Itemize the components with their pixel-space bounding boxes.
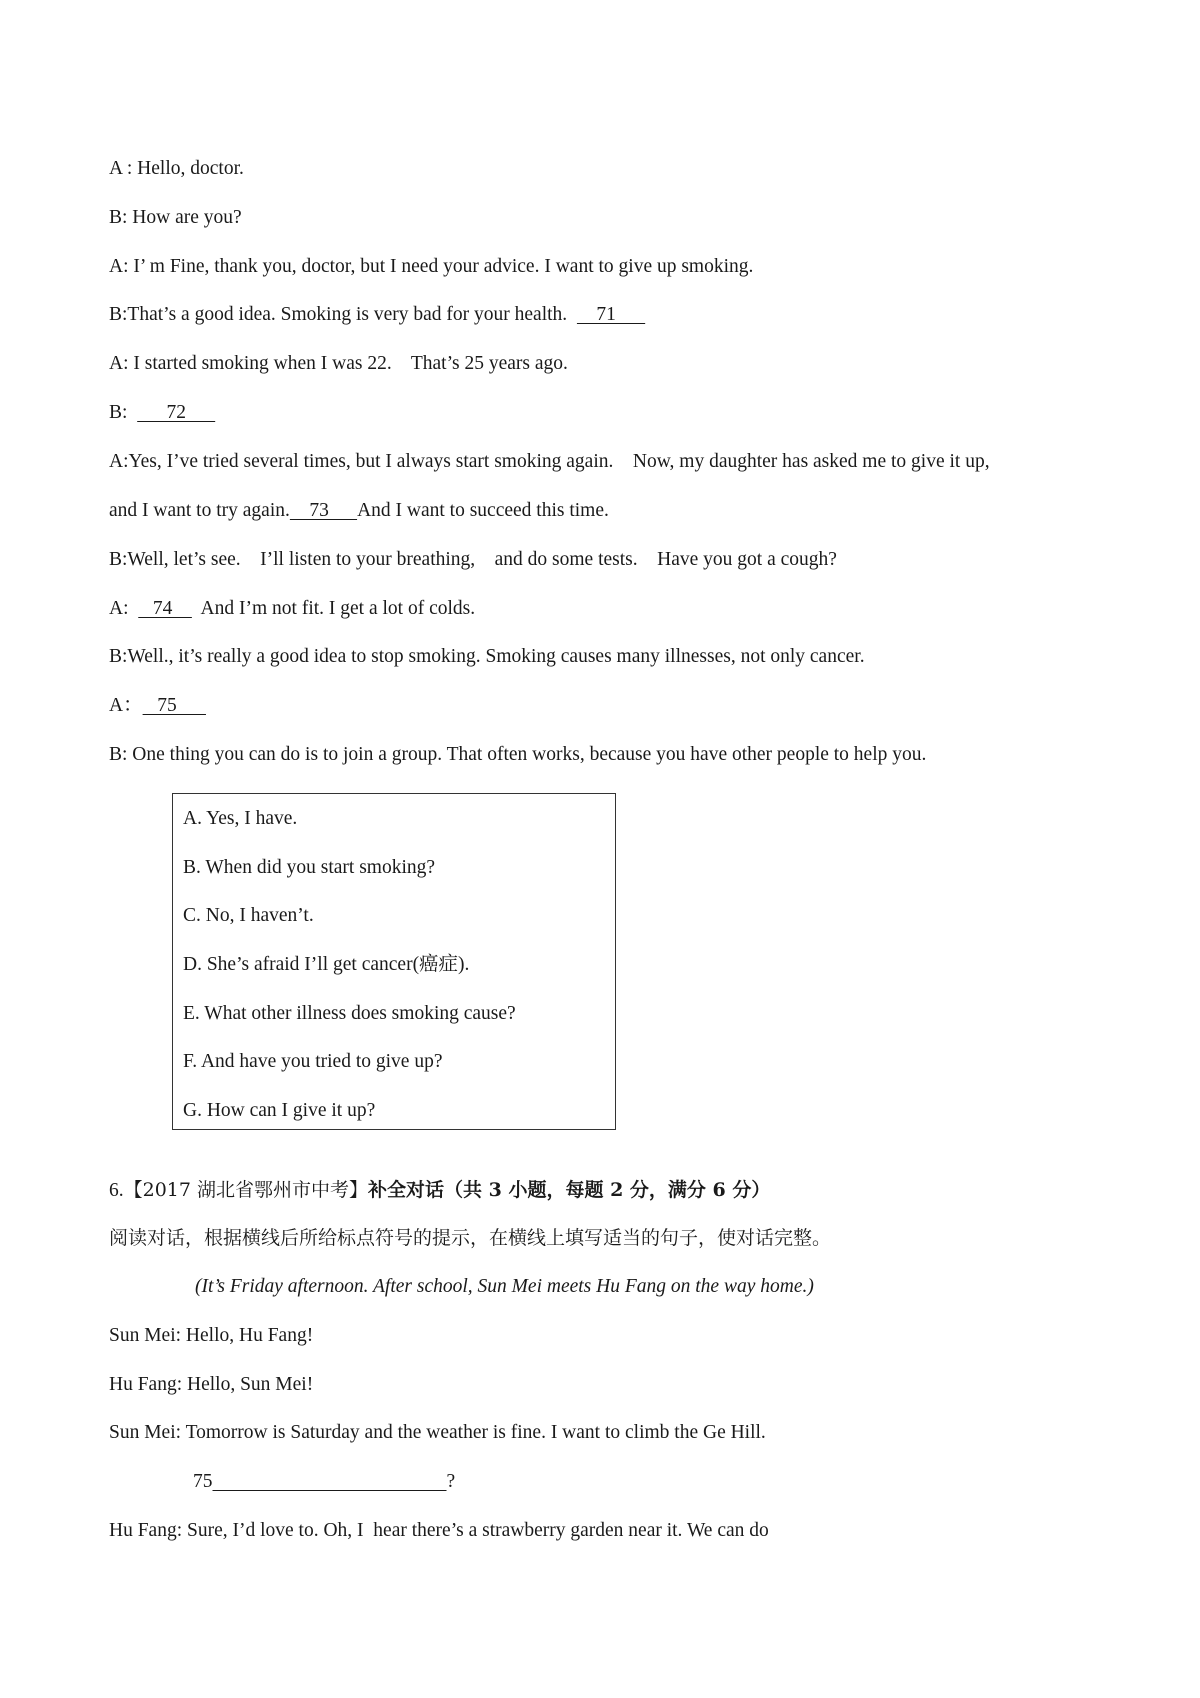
dialogue-text: And I’m not fit. I get a lot of colds. (191, 598, 476, 619)
dialogue-line-75 (109, 694, 206, 718)
dialogue-text: and I want to try again. (109, 500, 290, 521)
options-box (172, 793, 616, 1130)
dialogue-line: A : Hello, doctor. (109, 158, 244, 179)
blank-75-s6 (213, 1471, 447, 1492)
dialogue-line-74 (109, 597, 475, 621)
dialogue-text: And I want to succeed this time. (357, 500, 609, 521)
dialogue-line: Hu Fang: Hello, Sun Mei! (109, 1374, 314, 1395)
option-e: E. What other illness does smoking cause? (183, 1003, 516, 1024)
option-f: F. And have you tried to give up? (183, 1051, 443, 1072)
dialogue-line: A: I started smoking when I was 22. That’s 25 years ago. (109, 353, 568, 374)
section-instruction: 阅读对话，根据横线后所给标点符号的提示，在横线上填写适当的句子，使对话完整。 (109, 1227, 832, 1249)
section-title: 补全对话（共 3 小题，每题 2 分，满分 6 分） (368, 1179, 771, 1201)
dialogue-line: A: I’ m Fine, thank you, doctor, but I need your advice. I want to give up smoking. (109, 256, 754, 277)
blank-75: 75 (142, 695, 206, 716)
dialogue-line-71 (109, 303, 645, 327)
dialogue-text: A: (109, 598, 139, 619)
option-a: A. Yes, I have. (183, 808, 298, 829)
blank-74: 74 (138, 598, 192, 619)
scene-description: (It’s Friday afternoon. After school, Sun Mei meets Hu Fang on the way home.) (195, 1276, 814, 1297)
dialogue-line: Sun Mei: Tomorrow is Saturday and the weather is fine. I want to climb the Ge Hill. (109, 1422, 766, 1443)
question-mark: ? (446, 1471, 456, 1492)
option-g: G. How can I give it up? (183, 1100, 376, 1121)
dialogue-text: B:That’s a good idea. Smoking is very bad for your health. (109, 304, 577, 325)
section-6-heading (109, 1178, 770, 1203)
dialogue-line: B: How are you? (109, 207, 242, 228)
option-c: C. No, I haven’t. (183, 905, 314, 926)
dialogue-line: B:Well., it’s really a good idea to stop smoking. Smoking causes many illnesses, not only cancer. (109, 646, 865, 667)
section-number: 6. (109, 1180, 124, 1201)
dialogue-line: B:Well, let’s see. I’ll listen to your breathing, and do some tests. Have you got a cough? (109, 549, 837, 570)
dialogue-line-73 (109, 499, 609, 523)
dialogue-text: B: (109, 402, 138, 423)
section-source: 【2017 湖北省鄂州市中考】 (123, 1179, 369, 1201)
dialogue-line: A:Yes, I’ve tried several times, but I always start smoking again. Now, my daughter has asked me to give it up, (109, 451, 990, 472)
dialogue-text: A： (109, 695, 143, 716)
option-b: B. When did you start smoking? (183, 857, 436, 878)
dialogue-line-72 (109, 401, 215, 425)
blank-71: 71 (576, 304, 646, 325)
question-number: 75 (193, 1471, 213, 1492)
option-d: D. She’s afraid I’ll get cancer(癌症). (183, 954, 470, 975)
dialogue-line: B: One thing you can do is to join a group. That often works, because you have other people to help you. (109, 744, 927, 765)
question-75 (193, 1470, 455, 1494)
dialogue-line: Sun Mei: Hello, Hu Fang! (109, 1325, 314, 1346)
blank-73: 73 (289, 500, 358, 521)
dialogue-line: Hu Fang: Sure, I’d love to. Oh, I hear there’s a strawberry garden near it. We can do (109, 1520, 769, 1541)
blank-72: 72 (137, 402, 216, 423)
